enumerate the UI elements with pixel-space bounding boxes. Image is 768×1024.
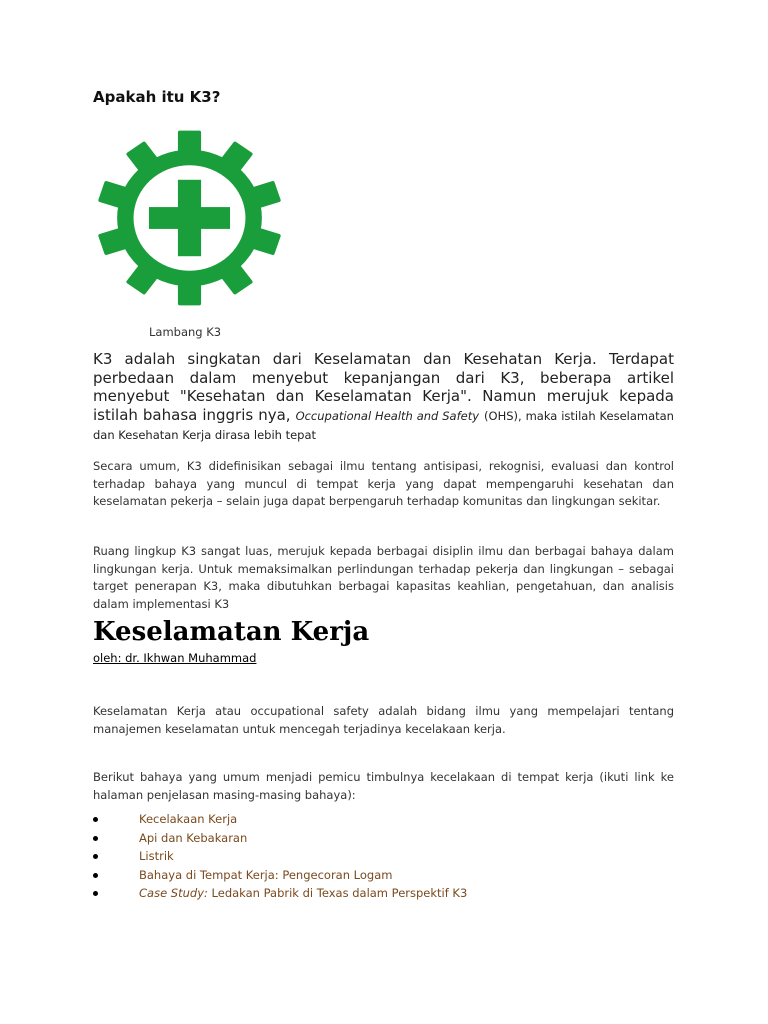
author-byline: oleh: dr. Ikhwan Muhammad bbox=[93, 651, 257, 665]
section-heading: Keselamatan Kerja bbox=[93, 617, 370, 647]
link-api-kebakaran[interactable]: Api dan Kebakaran bbox=[139, 830, 248, 845]
hazard-link-list bbox=[93, 810, 467, 903]
hazards-intro-paragraph: Berikut bahaya yang umum menjadi pemicu timbulnya kecelakaan di tempat kerja (ikuti link ke halaman penjelasan masing-masing bahaya): bbox=[93, 770, 674, 802]
list-item bbox=[93, 847, 467, 866]
logo-caption: Lambang K3 bbox=[149, 325, 222, 339]
intro-text-end: (OHS), maka istilah Keselamatan dan Kesehatan Kerja dirasa lebih tepat bbox=[93, 408, 674, 442]
safety-intro-paragraph: Keselamatan Kerja atau occupational safety adalah bidang ilmu yang mempelajari tentang manajemen keselamatan untuk mencegah terjadinya kecelakaan kerja. bbox=[93, 704, 674, 736]
link-pengecoran-logam[interactable]: Bahaya di Tempat Kerja: Pengecoran Logam bbox=[139, 867, 393, 882]
intro-paragraph bbox=[93, 350, 674, 445]
ohs-term: Occupational Health and Safety bbox=[295, 408, 480, 423]
k3-gear-cross-icon bbox=[93, 127, 286, 309]
list-item bbox=[93, 829, 467, 848]
link-listrik[interactable]: Listrik bbox=[139, 849, 174, 863]
case-study-label: Case Study: bbox=[139, 886, 208, 900]
definition-paragraph: Secara umum, K3 didefinisikan sebagai ilmu tentang antisipasi, rekognisi, evaluasi dan kontrol terhadap bahaya yang muncul di tempat kerja yang dapat mempengaruhi kesehatan dan keselamatan pekerja – selain juga dapat berpengaruh terhadap komunitas dan lingkungan sekitar. bbox=[93, 459, 674, 508]
list-item bbox=[93, 810, 467, 829]
bullet-icon bbox=[93, 891, 98, 896]
link-kecelakaan-kerja[interactable]: Kecelakaan Kerja bbox=[139, 812, 238, 826]
scope-paragraph: Ruang lingkup K3 sangat luas, merujuk kepada berbagai disiplin ilmu dan berbagai bahaya dalam lingkungan kerja. Untuk memaksimalkan perlindungan terhadap pekerja dan lingkungan – sebagai target penerapan K3, maka dibutuhkan berbagai kapasitas keahlian, pengetahuan, dan analisis dalam implementasi K3 bbox=[93, 544, 674, 611]
link-ledakan-texas[interactable]: Ledakan Pabrik di Texas dalam Perspektif K3 bbox=[211, 886, 468, 900]
bullet-icon bbox=[93, 873, 98, 878]
list-item bbox=[93, 866, 467, 885]
bullet-icon bbox=[93, 854, 98, 859]
bullet-icon bbox=[93, 817, 98, 822]
list-item bbox=[93, 884, 467, 903]
article-title: Apakah itu K3? bbox=[93, 88, 221, 106]
intro-text: K3 adalah singkatan dari Keselamatan dan Kesehatan Kerja. Terdapat perbedaan dalam menyebut kepanjangan dari K3, beberapa artikel menyebut "Kesehatan dan Keselamatan Kerja". Namun merujuk kepada istilah bahasa inggris nya, bbox=[93, 350, 674, 424]
bullet-icon bbox=[93, 836, 98, 841]
